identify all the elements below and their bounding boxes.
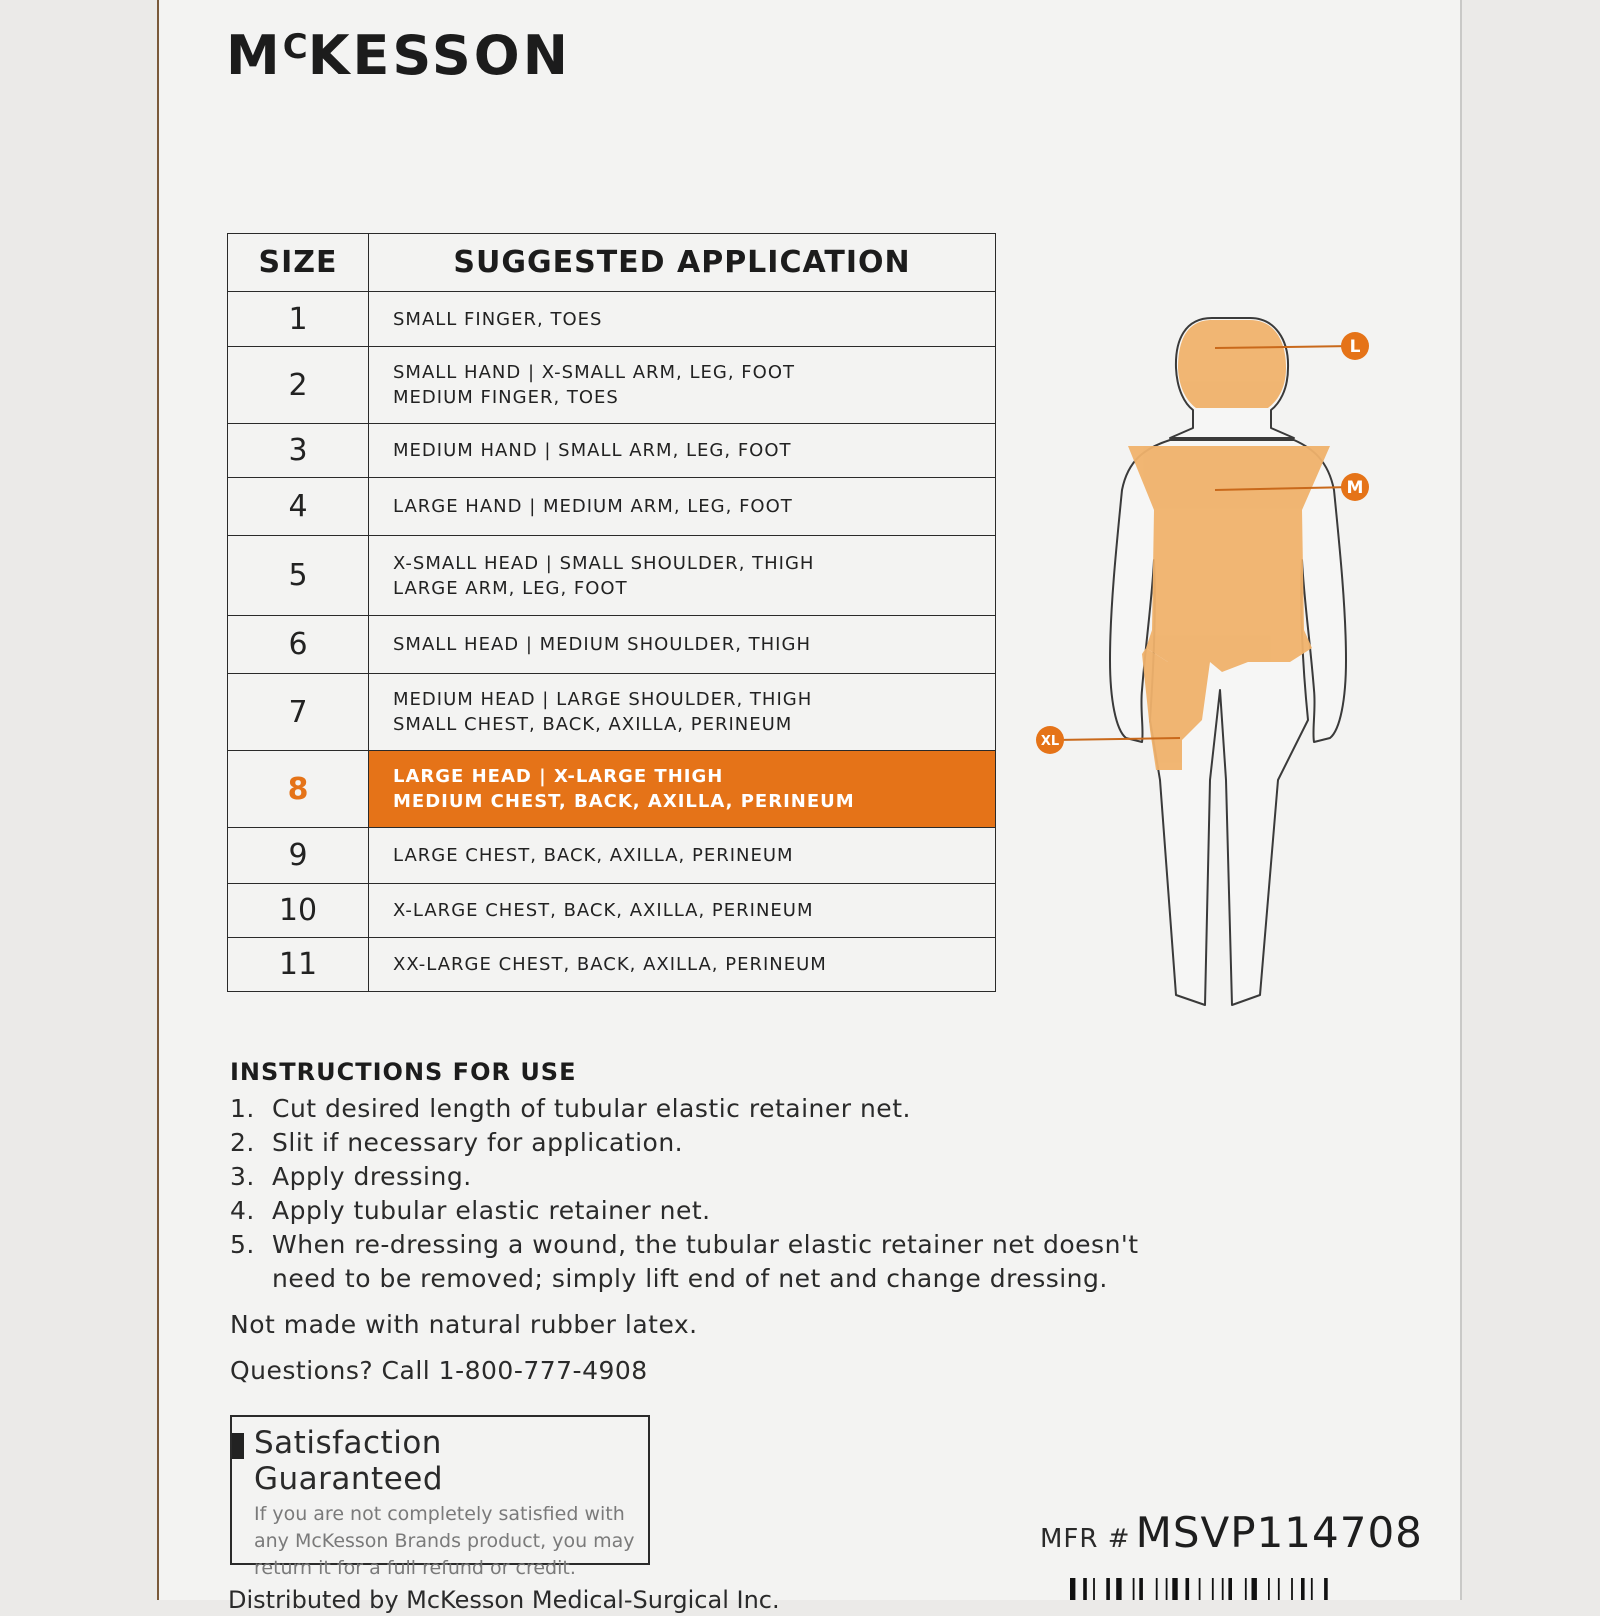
application-cell xyxy=(369,616,996,674)
marker-xl-label: XL xyxy=(1040,734,1060,749)
body-figure xyxy=(1040,310,1410,1010)
barcode-bar xyxy=(1106,1578,1110,1600)
table-row xyxy=(228,478,996,536)
application-line: SMALL FINGER, TOES xyxy=(393,308,603,330)
size-cell: 10 xyxy=(228,884,369,938)
table-row xyxy=(228,347,996,424)
mfr-label: MFR # xyxy=(1040,1524,1131,1554)
step-line: Cut desired length of tubular elastic retainer net. xyxy=(272,1094,911,1123)
application-cell xyxy=(369,884,996,938)
barcode-bar xyxy=(1222,1578,1224,1600)
table-row xyxy=(228,884,996,938)
step-text xyxy=(272,1126,683,1160)
table-row xyxy=(228,938,996,992)
barcode xyxy=(1070,1578,1400,1600)
table-row xyxy=(228,292,996,347)
application-cell xyxy=(369,478,996,536)
latex-note: Not made with natural rubber latex. xyxy=(230,1310,698,1339)
logo-letter-m: M xyxy=(226,24,283,87)
table-header-row xyxy=(228,234,996,292)
application-cell xyxy=(369,828,996,884)
barcode-bar xyxy=(1252,1578,1257,1600)
application-line: MEDIUM CHEST, BACK, AXILLA, PERINEUM xyxy=(393,791,855,812)
step-text xyxy=(272,1228,1139,1296)
barcode-bar xyxy=(1228,1578,1232,1600)
step-line: When re-dressing a wound, the tubular elastic retainer net doesn't xyxy=(272,1230,1139,1259)
size-cell: 1 xyxy=(228,292,369,347)
application-cell xyxy=(369,424,996,478)
application-line: MEDIUM FINGER, TOES xyxy=(393,387,619,408)
logo-letter-c: C xyxy=(282,27,308,67)
step-text xyxy=(272,1160,472,1194)
marker-xl xyxy=(1036,726,1064,754)
application-line: XX-LARGE CHEST, BACK, AXILLA, PERINEUM xyxy=(393,954,827,975)
instructions-steps xyxy=(230,1092,1190,1296)
instruction-step xyxy=(230,1160,1190,1194)
guarantee-line: return it for a full refund or credit. xyxy=(254,1557,576,1579)
size-table-body xyxy=(228,292,996,992)
marker-m-label: M xyxy=(1346,478,1364,498)
table-row xyxy=(228,424,996,478)
questions-note: Questions? Call 1-800-777-4908 xyxy=(230,1356,648,1385)
barcode-bar xyxy=(1139,1578,1143,1600)
application-cell xyxy=(369,751,996,828)
instruction-step xyxy=(230,1228,1190,1296)
barcode-bar xyxy=(1186,1578,1190,1600)
barcode-bar xyxy=(1093,1578,1095,1600)
guarantee-line: any McKesson Brands product, you may xyxy=(254,1530,635,1552)
size-header: SIZE xyxy=(228,234,369,292)
marker-l-label: L xyxy=(1349,337,1361,357)
size-cell: 2 xyxy=(228,347,369,424)
guarantee-line: If you are not completely satisfied with xyxy=(254,1503,625,1525)
instructions-section xyxy=(230,1058,1190,1388)
step-line: need to be removed; simply lift end of net and change dressing. xyxy=(272,1264,1108,1293)
size-cell: 6 xyxy=(228,616,369,674)
application-line: LARGE ARM, LEG, FOOT xyxy=(393,577,628,599)
application-cell xyxy=(369,292,996,347)
size-cell: 8 xyxy=(228,751,369,828)
barcode-bar xyxy=(1083,1578,1087,1600)
application-line: MEDIUM HAND | SMALL ARM, LEG, FOOT xyxy=(393,440,792,461)
barcode-bar xyxy=(1268,1578,1270,1600)
application-line: X-LARGE CHEST, BACK, AXILLA, PERINEUM xyxy=(393,900,814,921)
step-text xyxy=(272,1194,711,1228)
instruction-step xyxy=(230,1092,1190,1126)
application-cell xyxy=(369,938,996,992)
table-row xyxy=(228,616,996,674)
size-cell: 11 xyxy=(228,938,369,992)
barcode-bar xyxy=(1301,1578,1305,1600)
instruction-step xyxy=(230,1194,1190,1228)
step-line: Slit if necessary for application. xyxy=(272,1128,684,1157)
barcode-bar xyxy=(1166,1578,1168,1600)
barcode-bar xyxy=(1172,1578,1177,1600)
logo-rest: KESSON xyxy=(307,24,571,87)
barcode-bar xyxy=(1156,1578,1158,1600)
step-text xyxy=(272,1092,911,1126)
application-header: SUGGESTED APPLICATION xyxy=(369,234,996,292)
barcode-bar xyxy=(1070,1578,1075,1600)
size-table xyxy=(227,233,996,992)
head-coverage xyxy=(1178,320,1286,408)
step-number: 1. xyxy=(230,1094,255,1123)
table-row xyxy=(228,536,996,616)
mfr-number xyxy=(1040,1508,1423,1557)
barcode-bar xyxy=(1324,1578,1328,1600)
barcode-bar xyxy=(1133,1578,1135,1600)
size-cell: 9 xyxy=(228,828,369,884)
table-row xyxy=(228,674,996,751)
step-number: 2. xyxy=(230,1128,255,1157)
application-line: LARGE CHEST, BACK, AXILLA, PERINEUM xyxy=(393,845,794,866)
application-line: MEDIUM HEAD | LARGE SHOULDER, THIGH xyxy=(393,689,813,710)
barcode-bar xyxy=(1199,1578,1201,1600)
step-number: 5. xyxy=(230,1230,255,1259)
step-number: 4. xyxy=(230,1196,255,1225)
application-line: SMALL HAND | X-SMALL ARM, LEG, FOOT xyxy=(393,362,795,383)
application-line: LARGE HAND | MEDIUM ARM, LEG, FOOT xyxy=(393,496,793,517)
distributed-by-text: Distributed by McKesson Medical-Surgical Inc. xyxy=(228,1586,780,1614)
barcode-bar xyxy=(1116,1578,1121,1600)
step-line: Apply tubular elastic retainer net. xyxy=(272,1196,711,1225)
satisfaction-guarantee-box xyxy=(230,1415,650,1579)
guarantee-title: Satisfaction Guaranteed xyxy=(254,1425,444,1497)
size-cell: 7 xyxy=(228,674,369,751)
size-cell: 4 xyxy=(228,478,369,536)
guarantee-body xyxy=(254,1501,636,1582)
application-line: SMALL HEAD | MEDIUM SHOULDER, THIGH xyxy=(393,634,811,655)
torso-coverage xyxy=(1128,446,1330,672)
application-line: LARGE HEAD | X-LARGE THIGH xyxy=(393,766,724,787)
instruction-step xyxy=(230,1126,1190,1160)
instructions-title: INSTRUCTIONS FOR USE xyxy=(230,1058,577,1086)
table-row xyxy=(228,751,996,828)
table-row xyxy=(228,828,996,884)
barcode-bar xyxy=(1291,1578,1293,1600)
barcode-bar xyxy=(1311,1578,1313,1600)
application-cell xyxy=(369,347,996,424)
application-line: X-SMALL HEAD | SMALL SHOULDER, THIGH xyxy=(393,552,815,574)
barcode-bar xyxy=(1212,1578,1214,1600)
barcode-bar xyxy=(1245,1578,1247,1600)
application-cell xyxy=(369,536,996,616)
application-line: SMALL CHEST, BACK, AXILLA, PERINEUM xyxy=(393,714,793,735)
marker-l xyxy=(1341,332,1369,360)
size-cell: 5 xyxy=(228,536,369,616)
mckesson-logo xyxy=(226,24,571,87)
size-cell: 3 xyxy=(228,424,369,478)
marker-m xyxy=(1341,473,1369,501)
barcode-bar xyxy=(1278,1578,1280,1600)
step-line: Apply dressing. xyxy=(272,1162,472,1191)
step-number: 3. xyxy=(230,1162,255,1191)
mfr-value: MSVP114708 xyxy=(1135,1508,1423,1557)
application-cell xyxy=(369,674,996,751)
